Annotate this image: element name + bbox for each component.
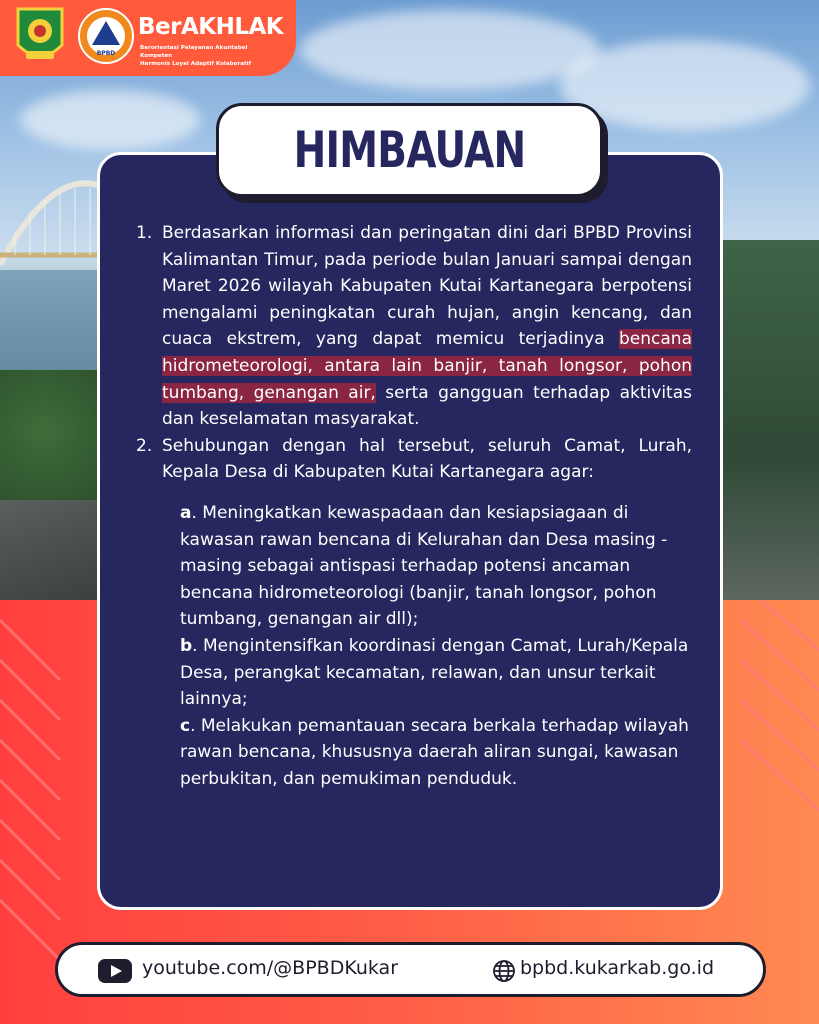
kutai-kartanegara-emblem-icon bbox=[14, 5, 66, 67]
bpbd-logo-text: BPBD bbox=[96, 50, 116, 57]
announcement-body bbox=[136, 220, 692, 792]
sub-item bbox=[180, 633, 692, 713]
header-banner bbox=[0, 0, 296, 76]
highlighted-text: bencana hidrometeorologi, antara lain banjir, tanah longsor, pohon tumbang, genangan air, bbox=[162, 329, 692, 403]
item-number: 2. bbox=[136, 435, 153, 456]
berakhlak-logo: BerAKHLAK bbox=[138, 14, 284, 40]
sub-item-text: . Mengintensifkan koordinasi dengan Camat, Lurah/Kepala Desa, perangkat kecamatan, relawan, dan unsur terkait lainnya; bbox=[180, 635, 689, 710]
cloud bbox=[300, 10, 600, 90]
item-text bbox=[162, 220, 692, 433]
list-item bbox=[136, 433, 692, 486]
item-text: Sehubungan dengan hal tersebut, seluruh Camat, Lurah, Kepala Desa di Kabupaten Kutai Kartanegara agar: bbox=[162, 435, 692, 483]
item-text-part: Berdasarkan informasi dan peringatan dini dari BPBD Provinsi Kalimantan Timur, pada periode bulan Januari sampai dengan Maret 2026 wilayah Kabupaten Kutai Kartanegara berpotensi mengalami peningkatan curah hujan, angin kencang, dan cuaca ekstrem, yang dapat memicu terjadinya bbox=[162, 223, 692, 350]
website-link[interactable]: bpbd.kukarkab.go.id bbox=[520, 957, 715, 979]
sub-item-text: . Melakukan pemantauan secara berkala terhadap wilayah rawan bencana, khususnya daerah aliran sungai, kawasan perbukitan, dan pemukiman penduduk. bbox=[180, 715, 689, 789]
sub-list bbox=[180, 500, 692, 793]
sub-item bbox=[180, 713, 692, 793]
trees bbox=[0, 370, 110, 520]
sub-item-letter: c bbox=[180, 715, 191, 736]
tagline-line-2: Harmonis Loyal Adaptif Kolaboratif bbox=[140, 61, 252, 67]
globe-icon bbox=[492, 959, 516, 983]
sub-item-letter: a bbox=[180, 502, 192, 523]
page-title: HIMBAUAN bbox=[293, 121, 526, 179]
sub-item bbox=[180, 500, 692, 633]
footer-bar bbox=[55, 942, 766, 997]
sub-item-letter: b bbox=[180, 635, 193, 656]
berakhlak-tagline bbox=[140, 44, 280, 68]
item-number: 1. bbox=[136, 223, 153, 243]
trees bbox=[720, 240, 819, 600]
bridge-arch-illustration bbox=[0, 170, 110, 270]
sub-item-text: . Meningkatkan kewaspadaan dan kesiapsiagaan di kawasan rawan bencana di Kelurahan dan Desa masing - masing sebagai antispasi terhadap potensi ancaman bencana hidrometeorologi (banjir, tanah longsor, pohon tumbang, genangan air dll); bbox=[180, 502, 668, 630]
bpbd-emblem-icon bbox=[78, 5, 134, 67]
cloud bbox=[20, 90, 200, 150]
list-item bbox=[136, 220, 692, 433]
youtube-link[interactable]: youtube.com/@BPBDKukar bbox=[142, 957, 399, 979]
item-text-part: serta gangguan terhadap aktivitas dan keselamatan masyarakat. bbox=[162, 382, 692, 430]
youtube-icon bbox=[98, 959, 132, 983]
tagline-line-1: Berorientasi Pelayanan Akuntabel Kompeten bbox=[140, 45, 248, 59]
road bbox=[0, 500, 110, 600]
title-banner bbox=[216, 103, 603, 197]
